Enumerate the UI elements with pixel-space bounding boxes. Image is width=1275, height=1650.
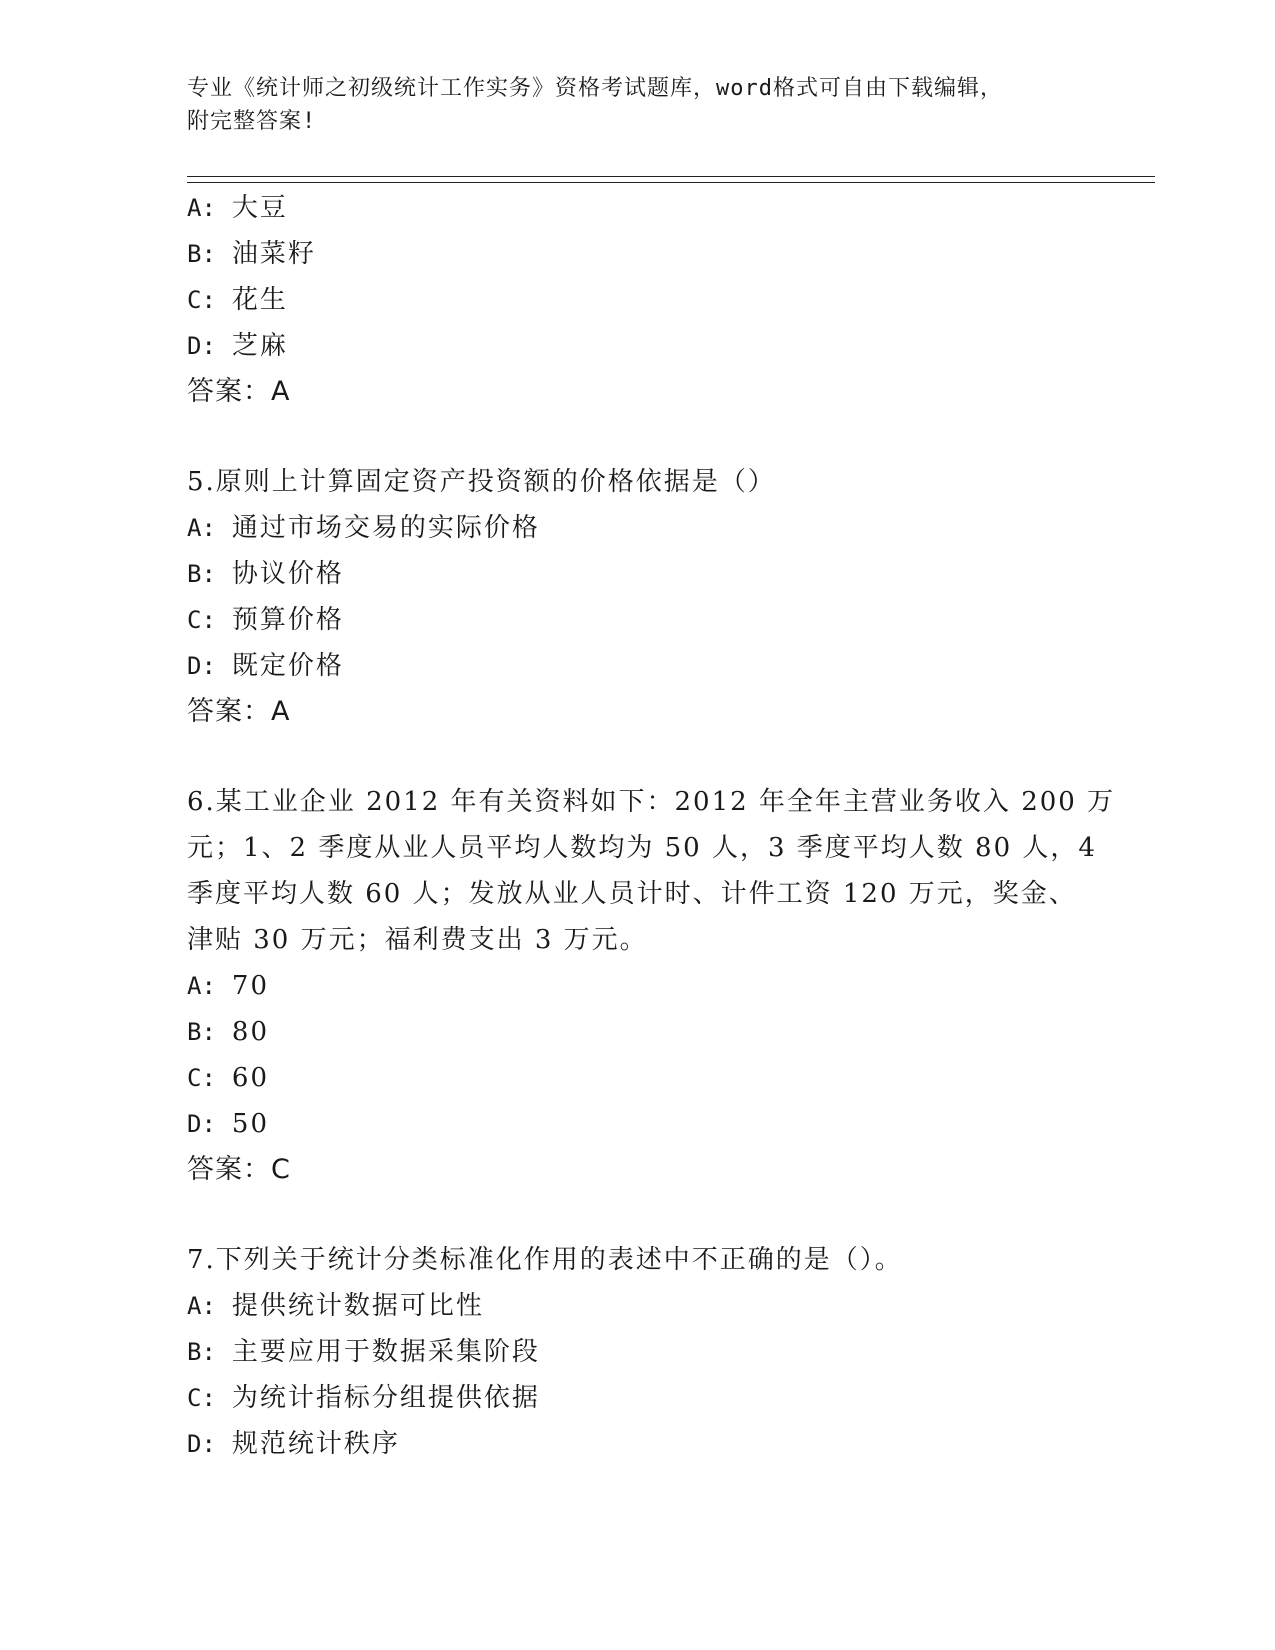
option-a — [187, 185, 1147, 231]
option-key: B: — [187, 560, 216, 588]
option-key: D: — [187, 1110, 216, 1138]
question-stem: 7.下列关于统计分类标准化作用的表述中不正确的是（）。 — [187, 1245, 903, 1275]
option-key: B: — [187, 240, 216, 268]
option-key: A: — [187, 194, 216, 222]
option-key: A: — [187, 972, 216, 1000]
spacer — [187, 415, 1147, 459]
question-7 — [187, 1237, 1147, 1467]
header-double-rule — [187, 176, 1155, 183]
option-key: D: — [187, 652, 216, 680]
option-text: 提供统计数据可比性 — [231, 1291, 484, 1321]
option-text: 50 — [231, 1109, 269, 1139]
option-text: 花生 — [231, 285, 288, 315]
option-a — [187, 505, 1147, 551]
header-line-1: 专业《统计师之初级统计工作实务》资格考试题库，word格式可自由下载编辑， — [187, 76, 1003, 101]
option-key: B: — [187, 1018, 216, 1046]
option-c — [187, 597, 1147, 643]
option-text: 大豆 — [231, 193, 288, 223]
option-a — [187, 1283, 1147, 1329]
question-6 — [187, 779, 1147, 1193]
answer: 答案：A — [187, 696, 291, 727]
document-header — [187, 72, 1147, 138]
option-key: C: — [187, 286, 216, 314]
option-key: B: — [187, 1338, 216, 1366]
question-4-tail — [187, 185, 1147, 415]
question-5 — [187, 459, 1147, 735]
answer: 答案：C — [187, 1154, 291, 1185]
spacer — [187, 735, 1147, 779]
option-d — [187, 643, 1147, 689]
option-text: 协议价格 — [231, 559, 344, 589]
option-a — [187, 963, 1147, 1009]
option-text: 规范统计秩序 — [231, 1429, 400, 1459]
document-page — [187, 72, 1147, 1467]
option-text: 主要应用于数据采集阶段 — [231, 1337, 540, 1367]
option-text: 80 — [231, 1017, 269, 1047]
option-c — [187, 277, 1147, 323]
option-d — [187, 1101, 1147, 1147]
question-stem-line-2: 元；1、2 季度从业人员平均人数均为 50 人，3 季度平均人数 80 人，4 — [187, 833, 1097, 863]
question-stem-line-1: 6.某工业企业 2012 年有关资料如下：2012 年全年主营业务收入 200 万 — [187, 787, 1116, 817]
header-line-2: 附完整答案! — [187, 109, 317, 134]
question-stem-line-4: 津贴 30 万元；福利费支出 3 万元。 — [187, 925, 648, 955]
option-text: 芝麻 — [231, 331, 288, 361]
question-stem-line-3: 季度平均人数 60 人；发放从业人员计时、计件工资 120 万元，奖金、 — [187, 879, 1077, 909]
option-d — [187, 1421, 1147, 1467]
option-b — [187, 1329, 1147, 1375]
option-d — [187, 323, 1147, 369]
option-b — [187, 551, 1147, 597]
option-key: A: — [187, 1292, 216, 1320]
option-key: C: — [187, 1384, 216, 1412]
option-text: 既定价格 — [231, 651, 344, 681]
answer: 答案：A — [187, 376, 291, 407]
option-b — [187, 1009, 1147, 1055]
option-text: 70 — [231, 971, 269, 1001]
option-text: 为统计指标分组提供依据 — [231, 1383, 540, 1413]
option-text: 预算价格 — [231, 605, 344, 635]
option-key: C: — [187, 606, 216, 634]
option-text: 油菜籽 — [231, 239, 316, 269]
option-c — [187, 1055, 1147, 1101]
option-key: D: — [187, 1430, 216, 1458]
question-stem: 5.原则上计算固定资产投资额的价格依据是（） — [187, 467, 776, 497]
option-key: D: — [187, 332, 216, 360]
option-text: 通过市场交易的实际价格 — [231, 513, 540, 543]
option-b — [187, 231, 1147, 277]
option-key: C: — [187, 1064, 216, 1092]
option-c — [187, 1375, 1147, 1421]
option-key: A: — [187, 514, 216, 542]
spacer — [187, 1193, 1147, 1237]
option-text: 60 — [231, 1063, 269, 1093]
